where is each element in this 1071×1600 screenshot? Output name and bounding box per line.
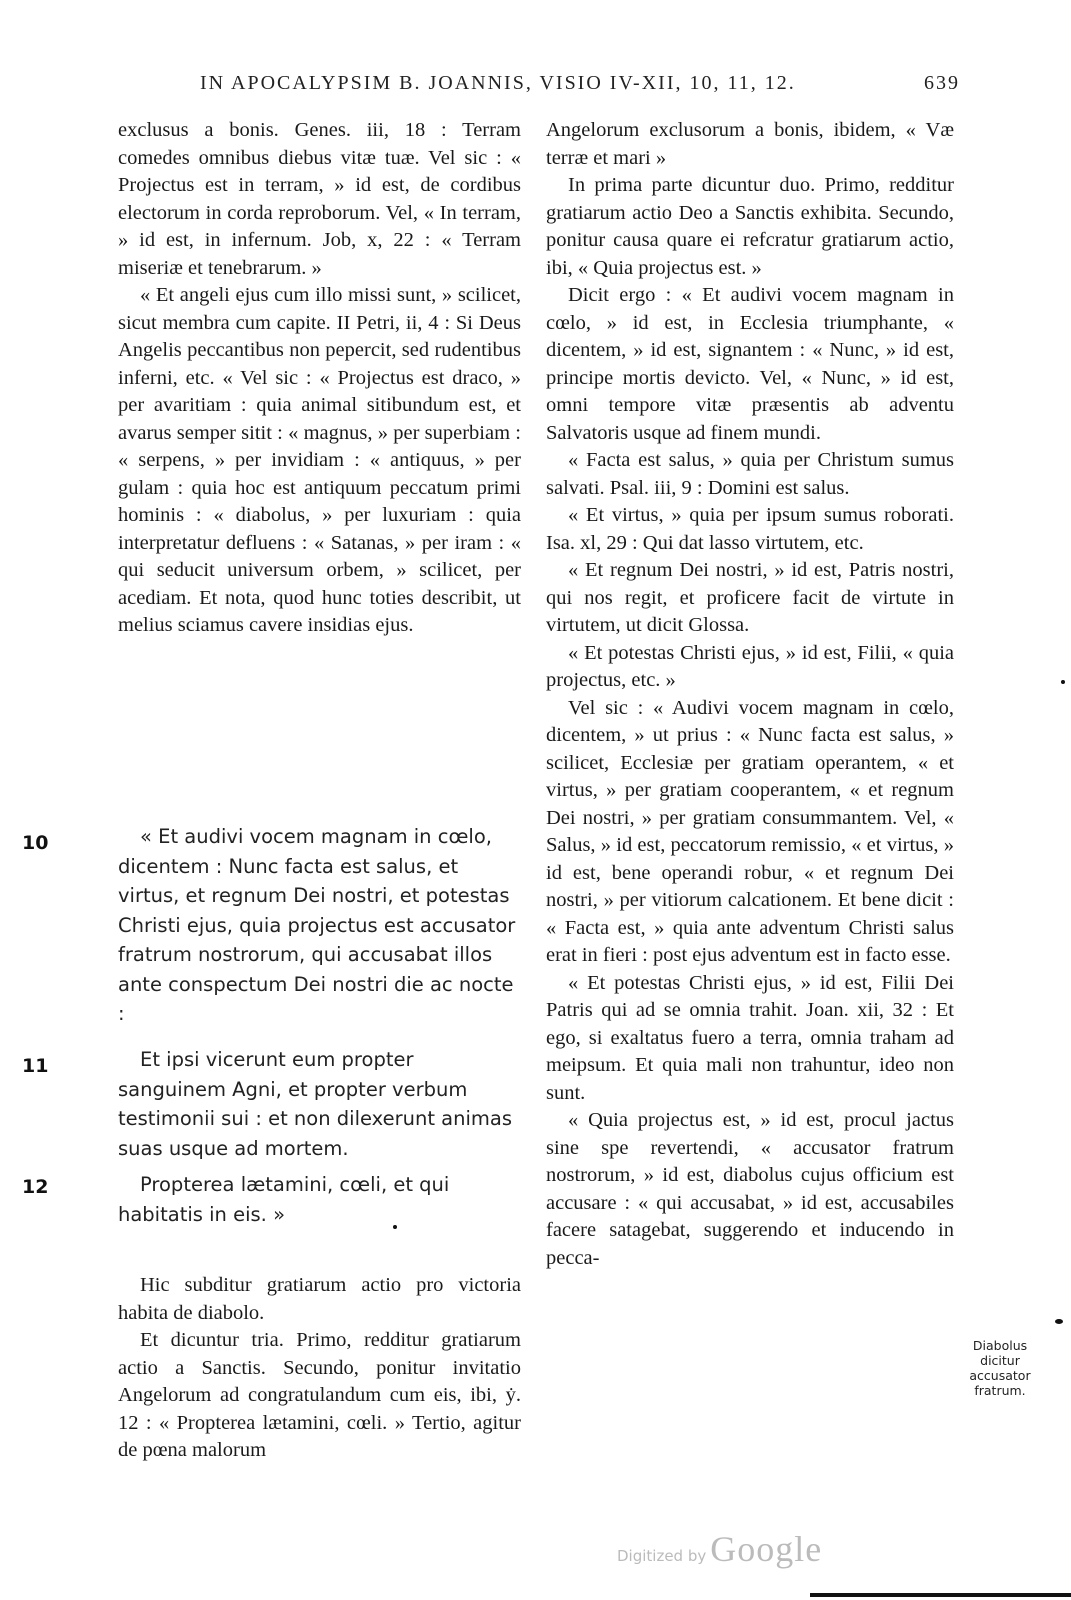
page-number: 639 (924, 72, 960, 94)
scan-edge-line (810, 1593, 1071, 1597)
right-paragraph: « Et potestas Christi ejus, » id est, Filii, « quia projectus, etc. » (546, 641, 954, 691)
right-paragraph: Dicit ergo : « Et audivi vocem magnam in cœlo, » id est, in Ecclesia triumphante, « dicentem, » id est, signantem : « Nunc, » id est, principe mortis devicto. Vel, « Nunc, » id est, omni tempore vitæ præsentis ab adventu Salvatoris usque ad finem mundi. (546, 284, 954, 444)
verse-number: 10 (22, 832, 49, 854)
verse-text: Et ipsi vicerunt eum propter sanguinem Agni, et propter verbum testimonii sui : et non dilexerunt animas suas usque ad mortem. (118, 1048, 512, 1160)
running-header (200, 72, 960, 95)
margin-note: Diabolus dicitur accusator fratrum. (969, 1338, 1031, 1398)
google-watermark (617, 1528, 822, 1570)
verse-number: 11 (22, 1055, 49, 1077)
left-paragraph: « Et angeli ejus cum illo missi sunt, » scilicet, sicut membra cum capite. II Petri, ii, 4 : Si Deus Angelis peccantibus non pepercit, sed rudentibus inferni, etc. « Vel sic : « Projectus est draco, » per avaritiam : quia animal sitibundum est, et avarus semper sitit : « magnus, » per superbiam : « serpens, » per invidiam : « antiquus, » per gulam : quia hoc est antiquum peccatum primi hominis : « diabolus, » per luxuriam : quia interpretatur defluens : « Satanas, » per iram : « qui seducit universum orbem, » scilicet, per acediam. Et nota, quod hunc toties describit, ut melius sciamus cavere insidias ejus. (118, 284, 521, 636)
verse-12 (118, 1170, 521, 1229)
right-paragraph: « Et virtus, » quia per ipsum sumus roborati. Isa. xl, 29 : Qui dat lasso virtutem, etc. (546, 504, 954, 554)
verse-11 (118, 1045, 521, 1163)
running-title: IN APOCALYPSIM B. JOANNIS, VISIO IV-XII, 10, 11, 12. (200, 72, 796, 94)
google-logo: Google (710, 1529, 823, 1569)
right-paragraph: Vel sic : « Audivi vocem magnam in cœlo, dicentem, » ut prius : « Nunc facta est salus, » scilicet, Ecclesiæ per gratiam operantem, « et virtus, » per gratiam cooperantem, « et regnum Dei nostri, » per gratiam consummantem. Vel, « Salus, » id est, peccatorum remissio, « et virtus, » id est, bene operandi robur, « et regnum Dei nostri, » per vitiorum calcationem. Et bene dicit : « Facta est, » quia ante adventum Christi salus erat in fieri : post ejus adventum est in facto esse. (546, 696, 954, 966)
stray-mark (1061, 680, 1065, 684)
right-paragraph: « Et regnum Dei nostri, » id est, Patris nostri, qui nos regit, et proficere facit de virtute in virtutem, ut dicit Glossa. (546, 559, 954, 636)
left-column-bottom (118, 1272, 521, 1465)
right-paragraph: « Et potestas Christi ejus, » id est, Filii Dei Patris qui ad se omnia trahit. Joan. xii, 32 : Et ego, si exaltatus fuero a terra, omnia traham ad meipsum. Et quia mali non trahuntur, ideo non sunt. (546, 971, 954, 1104)
verse-text: « Et audivi vocem magnam in cœlo, dicentem : Nunc facta est salus, et virtus, et regnum Dei nostri, et potestas Christi ejus, quia projectus est accusator fratrum nostrorum, qui accusabat illos ante conspectum Dei nostri die ac nocte : (118, 825, 516, 1025)
watermark-prefix: Digitized by (617, 1547, 707, 1565)
left-paragraph: exclusus a bonis. Genes. iii, 18 : Terram comedes omnibus diebus vitæ tuæ. Vel sic : « Projectus est in terram, » id est, de cordibus electorum in corda reproborum. Vel, « In terram, » id est, in infernum. Job, x, 22 : « Terram miseriæ et tenebrarum. » (118, 119, 521, 279)
right-paragraph: Angelorum exclusorum a bonis, ibidem, « Væ terræ et mari » (546, 119, 954, 169)
margin-mark (1055, 1319, 1063, 1324)
right-paragraph: « Facta est salus, » quia per Christum sumus salvati. Psal. iii, 9 : Domini est salus. (546, 449, 954, 499)
right-paragraph: « Quia projectus est, » id est, procul jactus sine spe revertendi, « accusator fratrum nostrorum, » id est, diabolus cujus officium est accusare : « qui accusabat, » id est, accusabiles facere satagebat, suggerendo et inducendo in pecca- (546, 1109, 954, 1269)
verse-10 (118, 822, 521, 1029)
verse-text: Propterea lætamini, cœli, et qui habitatis in eis. » (118, 1173, 450, 1226)
stray-mark (393, 1225, 397, 1229)
left-paragraph: Hic subditur gratiarum actio pro victoria habita de diabolo. (118, 1274, 521, 1324)
left-column-top (118, 117, 521, 640)
right-paragraph: In prima parte dicuntur duo. Primo, redditur gratiarum actio Deo a Sanctis exhibita. Secundo, ponitur causa quare ei refcratur gratiarum actio, ibi, « Quia projectus est. » (546, 174, 954, 279)
right-column (546, 117, 954, 1272)
verse-number: 12 (22, 1176, 49, 1198)
left-paragraph: Et dicuntur tria. Primo, redditur gratiarum actio a Sanctis. Secundo, ponitur invitatio Angelorum ad congratulandum cum eis, ibi, ẏ. 12 : « Propterea lætamini, cœli. » Tertio, agitur de pœna malorum (118, 1329, 521, 1461)
